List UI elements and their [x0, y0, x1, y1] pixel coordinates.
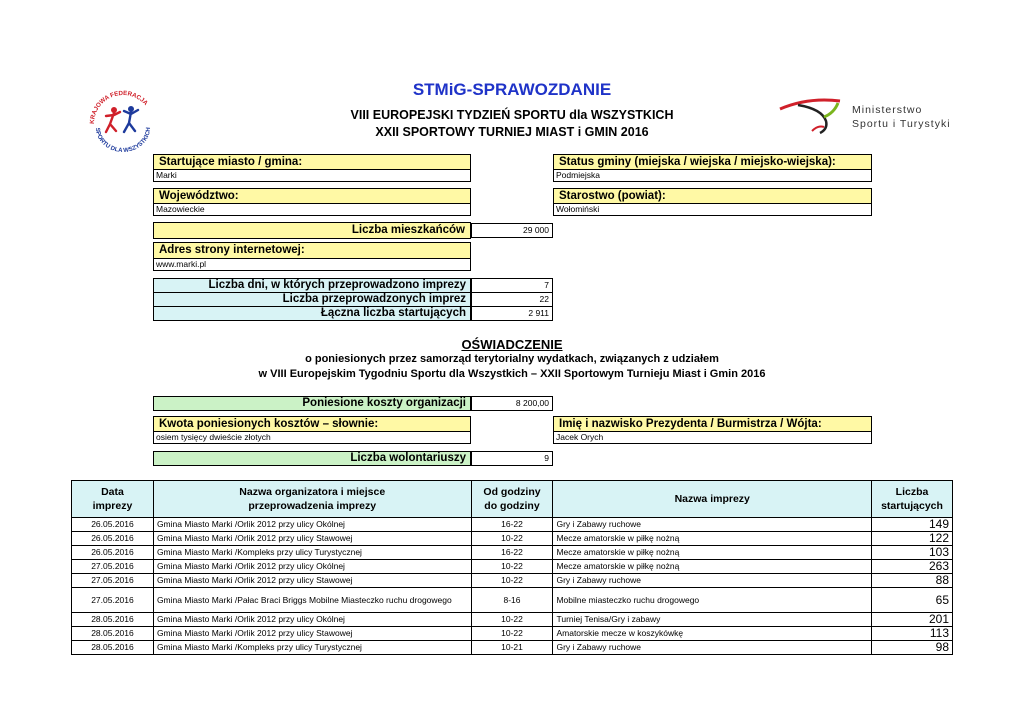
declaration-line2: w VIII Europejskim Tygodniu Sportu dla Wszystkich – XXII Sportowym Turnieju Miast i Gmin 2016 — [258, 368, 766, 380]
cell-date: 28.05.2016 — [72, 627, 154, 641]
col-header-count: Liczba startujących — [872, 481, 953, 518]
cell-organizer: Gmina Miasto Marki /Kompleks przy ulicy Turystycznej — [153, 546, 471, 560]
mayor-value: Jacek Orych — [553, 431, 872, 444]
cell-organizer: Gmina Miasto Marki /Kompleks przy ulicy Turystycznej — [153, 641, 471, 655]
cell-organizer: Gmina Miasto Marki /Orlik 2012 przy ulicy Stawowej — [153, 627, 471, 641]
cell-organizer: Gmina Miasto Marki /Orlik 2012 przy ulicy Okólnej — [153, 560, 471, 574]
cell-event: Mecze amatorskie w piłkę nożną — [553, 560, 872, 574]
events-count-label: Liczba przeprowadzonych imprez — [153, 292, 471, 307]
cell-event: Turniej Tenisa/Gry i zabawy — [553, 613, 872, 627]
cell-count: 98 — [872, 641, 953, 655]
days-value: 7 — [471, 278, 553, 293]
volunteers-label: Liczba wolontariuszy — [153, 451, 471, 466]
events-table — [71, 480, 953, 655]
cell-hours: 16-22 — [471, 546, 553, 560]
participants-label: Łączna liczba startujących — [153, 306, 471, 321]
cell-organizer: Gmina Miasto Marki /Orlik 2012 przy ulicy Stawowej — [153, 532, 471, 546]
cell-count: 201 — [872, 613, 953, 627]
cell-count: 149 — [872, 518, 953, 532]
cell-date: 26.05.2016 — [72, 546, 154, 560]
cell-hours: 10-22 — [471, 613, 553, 627]
logo-text-top: KRAJOWA FEDERACJA — [88, 89, 150, 125]
cell-hours: 10-22 — [471, 532, 553, 546]
costs-words-label: Kwota poniesionych kosztów – słownie: — [153, 416, 471, 433]
cell-hours: 16-22 — [471, 518, 553, 532]
status-value: Podmiejska — [553, 169, 872, 182]
table-row — [72, 560, 953, 574]
population-label: Liczba mieszkańców — [153, 222, 471, 239]
cell-hours: 10-22 — [471, 574, 553, 588]
col-header-date: Data imprezy — [72, 481, 154, 518]
report-title: STMiG-SPRAWOZDANIE — [412, 80, 612, 99]
cell-hours: 8-16 — [471, 588, 553, 613]
cell-event: Mecze amatorskie w piłkę nożną — [553, 532, 872, 546]
table-row — [72, 518, 953, 532]
population-value: 29 000 — [471, 223, 553, 238]
county-value: Wołomiński — [553, 203, 872, 216]
cell-count: 263 — [872, 560, 953, 574]
cell-count: 113 — [872, 627, 953, 641]
cell-event: Mecze amatorskie w piłkę nożną — [553, 546, 872, 560]
mayor-label: Imię i nazwisko Prezydenta / Burmistrza / Wójta: — [553, 416, 872, 433]
cell-count: 65 — [872, 588, 953, 613]
col-header-hours: Od godziny do godziny — [471, 481, 553, 518]
table-row — [72, 641, 953, 655]
table-row — [72, 588, 953, 613]
cell-hours: 10-22 — [471, 560, 553, 574]
participants-value: 2 911 — [471, 306, 553, 321]
declaration-title: OŚWIADCZENIE — [461, 337, 563, 352]
table-row — [72, 574, 953, 588]
table-header-row — [72, 481, 953, 518]
volunteers-value: 9 — [471, 451, 553, 466]
col-header-organizer: Nazwa organizatora i miejsce przeprowadzenia imprezy — [153, 481, 471, 518]
voivodeship-label: Województwo: — [153, 188, 471, 205]
cell-event: Gry i Zabawy ruchowe — [553, 518, 872, 532]
declaration-line1: o poniesionych przez samorząd terytorialny wydatkach, związanych z udziałem — [305, 353, 719, 365]
events-count-value: 22 — [471, 292, 553, 307]
event-title-line1: VIII EUROPEJSKI TYDZIEŃ SPORTU dla WSZYSTKICH — [350, 108, 674, 122]
cell-count: 103 — [872, 546, 953, 560]
cell-event: Mobilne miasteczko ruchu drogowego — [553, 588, 872, 613]
costs-words-value: osiem tysięcy dwieście złotych — [153, 431, 471, 444]
cell-hours: 10-22 — [471, 627, 553, 641]
cell-organizer: Gmina Miasto Marki /Orlik 2012 przy ulicy Okólnej — [153, 518, 471, 532]
cell-date: 26.05.2016 — [72, 532, 154, 546]
cell-date: 27.05.2016 — [72, 574, 154, 588]
cell-date: 27.05.2016 — [72, 560, 154, 574]
cell-organizer: Gmina Miasto Marki /Orlik 2012 przy ulicy Stawowej — [153, 574, 471, 588]
cell-organizer: Gmina Miasto Marki /Orlik 2012 przy ulicy Okólnej — [153, 613, 471, 627]
table-row — [72, 627, 953, 641]
cell-date: 28.05.2016 — [72, 641, 154, 655]
col-header-event: Nazwa imprezy — [553, 481, 872, 518]
city-value: Marki — [153, 169, 471, 182]
cell-date: 28.05.2016 — [72, 613, 154, 627]
event-title-line2: XXII SPORTOWY TURNIEJ MIAST i GMIN 2016 — [375, 125, 649, 139]
table-row — [72, 546, 953, 560]
table-row — [72, 532, 953, 546]
ministry-name-line2: Sportu i Turystyki — [852, 118, 951, 130]
website-label: Adres strony internetowej: — [153, 242, 471, 259]
cell-event: Amatorskie mecze w koszykówkę — [553, 627, 872, 641]
status-label: Status gminy (miejska / wiejska / miejsko-wiejska): — [553, 154, 872, 171]
cell-organizer: Gmina Miasto Marki /Pałac Braci Briggs Mobilne Miasteczko ruchu drogowego — [153, 588, 471, 613]
website-value: www.marki.pl — [153, 258, 471, 271]
county-label: Starostwo (powiat): — [553, 188, 872, 205]
cell-date: 26.05.2016 — [72, 518, 154, 532]
city-label: Startujące miasto / gmina: — [153, 154, 471, 171]
cell-hours: 10-21 — [471, 641, 553, 655]
ministry-name-line1: Ministerstwo — [852, 104, 923, 116]
logo-text-bottom: SPORTU DLA WSZYSTKICH — [93, 127, 153, 152]
costs-value: 8 200,00 — [471, 396, 553, 411]
cell-event: Gry i Zabawy ruchowe — [553, 574, 872, 588]
cell-date: 27.05.2016 — [72, 588, 154, 613]
days-label: Liczba dni, w których przeprowadzono imprezy — [153, 278, 471, 293]
cell-event: Gry i Zabawy ruchowe — [553, 641, 872, 655]
cell-count: 88 — [872, 574, 953, 588]
table-row — [72, 613, 953, 627]
cell-count: 122 — [872, 532, 953, 546]
costs-label: Poniesione koszty organizacji — [153, 396, 471, 411]
voivodeship-value: Mazowieckie — [153, 203, 471, 216]
